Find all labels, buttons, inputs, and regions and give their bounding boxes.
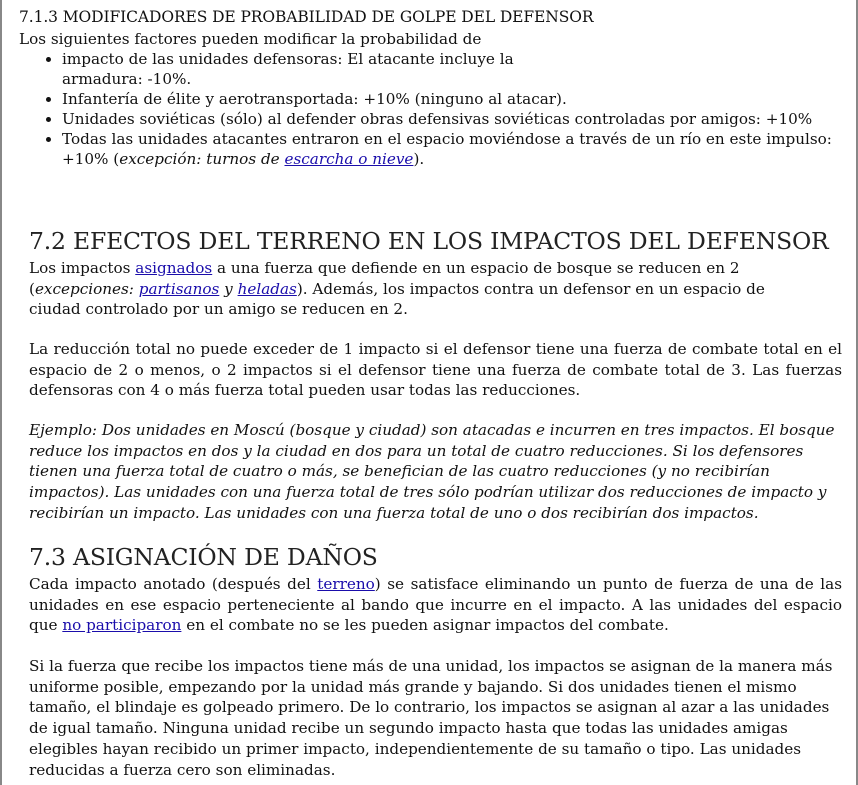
link-terreno[interactable]: terreno bbox=[317, 575, 375, 593]
section-7-2-heading: 7.2 EFECTOS DEL TERRENO EN LOS IMPACTOS DEL DEFENSOR bbox=[29, 227, 829, 255]
modifier-list bbox=[43, 49, 842, 169]
section-7-2-example: Ejemplo: Dos unidades en Moscú (bosque y ciudad) son atacadas e incurren en tres impactos. El bosque reduce los impactos en dos y la ciudad en dos para un total de cuatro reducciones. Si los defensores tienen una fuerza total de cuatro o más, se benefician de las cuatro reducciones (y no recibirían impactos). Las unidades con una fuerza total de tres sólo podrían utilizar dos reducciones de impacto y recibirían un impacto. Las unidades con una fuerza total de uno o dos recibirían dos impactos. bbox=[29, 421, 835, 522]
section-7-2-paragraph-2: La reducción total no puede exceder de 1 impacto si el defensor tiene una fuerza de combate total en el espacio de 2 o menos, o 2 impactos si el defensor tiene una fuerza de combate total de 3. Las fuerzas defensoras con 4 o más fuerza total pueden usar todas las reducciones. bbox=[29, 340, 842, 400]
list-item: • Unidades soviéticas (sólo) al defender obras defensivas soviéticas controladas por amigos: +10% bbox=[62, 109, 832, 129]
list-item bbox=[62, 129, 832, 169]
section-7-1-3-heading: 7.1.3 MODIFICADORES DE PROBABILIDAD DE GOLPE DEL DEFENSOR bbox=[19, 8, 594, 26]
link-asignados[interactable]: asignados bbox=[135, 259, 213, 277]
link-escarcha-o-nieve[interactable]: escarcha o nieve bbox=[284, 150, 414, 168]
link-heladas[interactable]: heladas bbox=[237, 279, 297, 298]
item-text: Todas las unidades atacantes entraron en el espacio moviéndose a través de un río en este impulso: +10% ( bbox=[62, 130, 832, 168]
list-item: • Infantería de élite y aerotransportada: +10% (ninguno al atacar). bbox=[62, 89, 832, 109]
link-no-participaron[interactable]: no participaron bbox=[62, 616, 182, 635]
section-7-1-3-intro: Los siguientes factores pueden modificar la probabilidad de bbox=[19, 30, 482, 48]
section-7-3-paragraph-2: Si la fuerza que recibe los impactos tiene más de una unidad, los impactos se asignan de la manera más uniforme posible, empezando por la unidad más grande y bajando. Si dos unidades tienen el mismo tamaño, el blindaje es golpeado primero. De lo contrario, los impactos se asignan al azar a las unidades de igual tamaño. Ninguna unidad recibe un segundo impacto hasta que todas las unidades amigas elegibles hayan recibido un primer impacto, independientemente de su tamaño o tipo. Las unidades reducidas a fuerza cero son eliminadas. bbox=[29, 657, 833, 779]
exception-italic: excepción: turnos de bbox=[119, 150, 285, 168]
section-7-3-paragraph-1: Cada impacto anotado (después del terreno) se satisface eliminando un punto de fuerza de una de las unidades en ese espacio perteneciente al bando que incurre en el impacto. A las unidades del espacio que no participaron en el combate no se les pueden asignar impactos del combate. bbox=[29, 575, 842, 635]
link-partisanos[interactable]: partisanos bbox=[138, 279, 220, 298]
list-item: • impacto de las unidades defensoras: El atacante incluye la armadura: -10%. bbox=[62, 49, 522, 89]
section-7-3-heading: 7.3 ASIGNACIÓN DE DAÑOS bbox=[29, 543, 378, 571]
section-7-2-paragraph-1: Los impactos asignados a una fuerza que defiende en un espacio de bosque se reducen en 2 (excepciones: partisanos y heladas). Además, los impactos contra un defensor en un espacio de ciudad controlado por un amigo se reducen en 2. bbox=[29, 259, 765, 319]
item-text-end: ). bbox=[413, 150, 425, 168]
